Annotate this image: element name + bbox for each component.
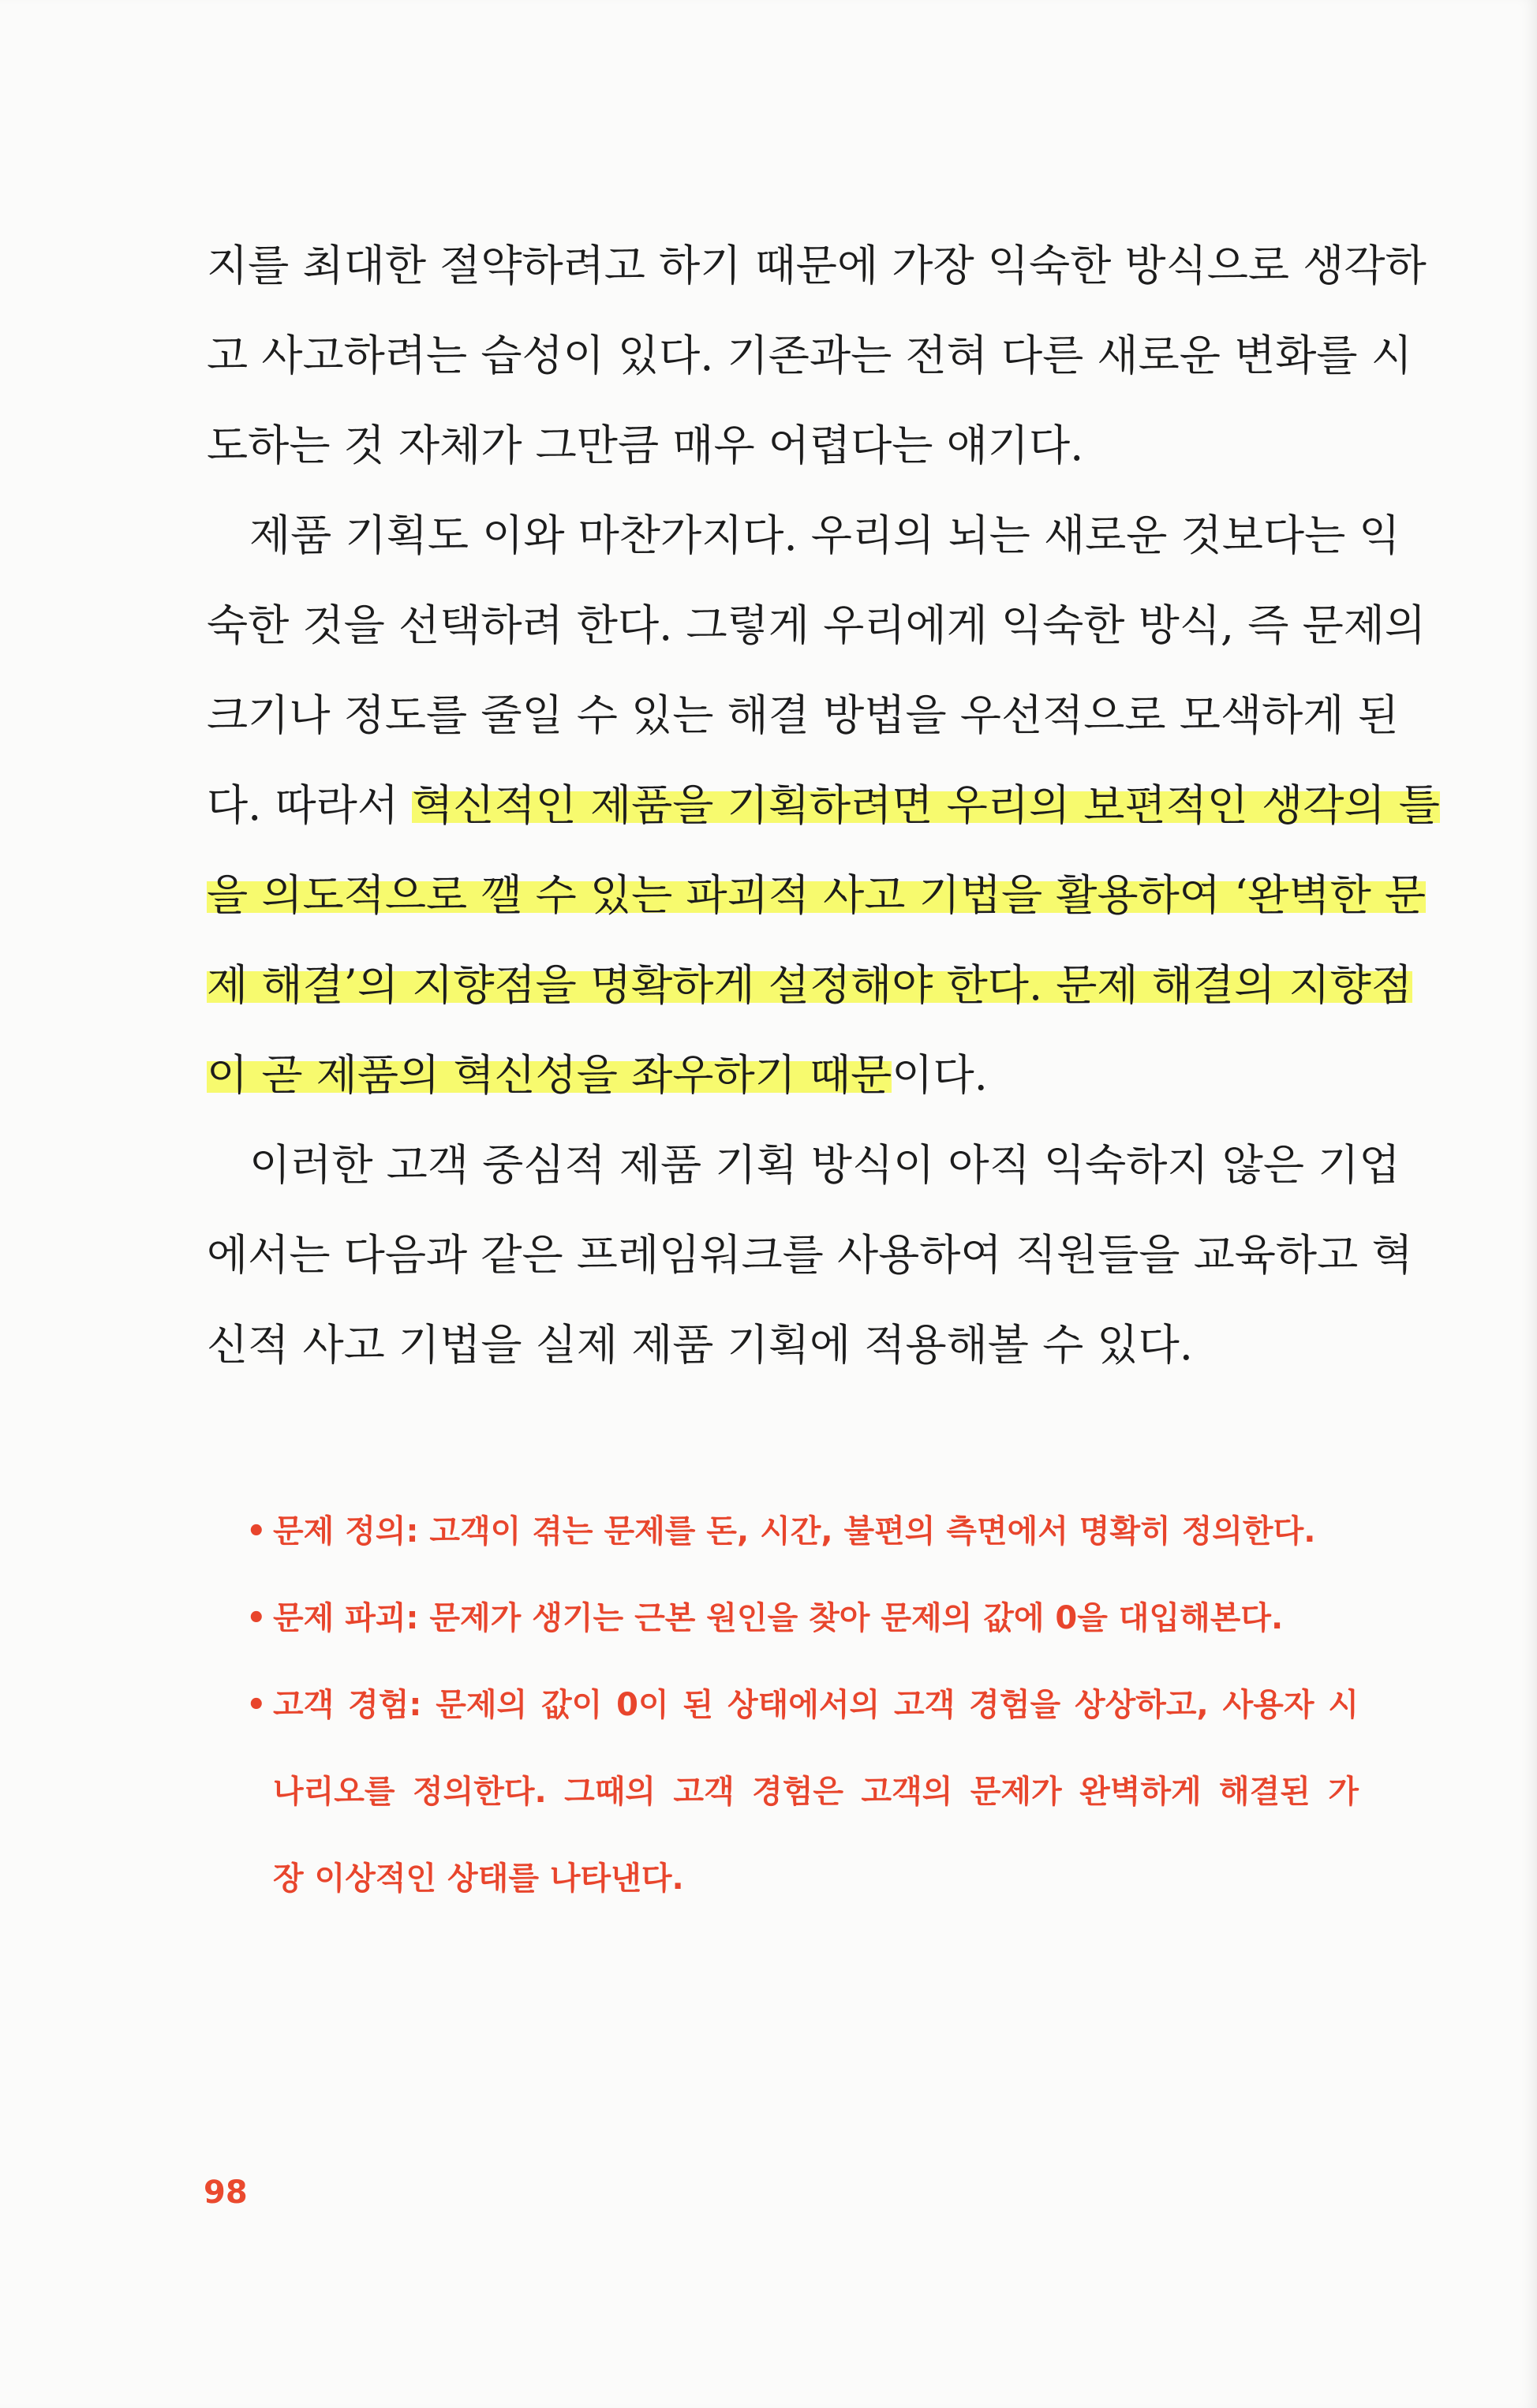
text-line <box>207 950 1412 1040</box>
text-line: 이러한 고객 중심적 제품 기획 방식이 아직 익숙하지 않은 기업 <box>249 1140 1401 1190</box>
text-line: 지를 최대한 절약하려고 하기 때문에 가장 익숙한 방식으로 생각하 <box>207 241 1427 290</box>
text-line: 신적 사고 기법을 실제 제품 기획에 적용해볼 수 있다. <box>207 1320 1193 1370</box>
text-line: 도하는 것 자체가 그만큼 매우 어렵다는 얘기다. <box>207 421 1084 470</box>
bullet-item-customer-experience <box>246 1662 1359 1922</box>
highlighted-text: 이 곧 제품의 혁신성을 좌우하기 때문 <box>207 1050 892 1100</box>
text-line <box>207 1040 1357 1130</box>
text-line: 크기나 정도를 줄일 수 있는 해결 방법을 우선적으로 모색하게 된 <box>207 690 1399 740</box>
bullet-dot-icon: • <box>246 1600 267 1636</box>
plain-text: 이다. <box>892 1050 988 1100</box>
text-line: 숙한 것을 선택하려 한다. 그렇게 우리에게 익숙한 방식, 즉 문제의 <box>207 600 1427 650</box>
bullet-dot-icon: • <box>246 1513 267 1550</box>
text-line: 제품 기획도 이와 마찬가지다. 우리의 뇌는 새로운 것보다는 익 <box>249 510 1401 560</box>
page-number: 98 <box>204 2174 248 2211</box>
text-line <box>207 860 1427 950</box>
text-line <box>207 770 1440 860</box>
plain-text: 다. 따라서 <box>207 780 413 830</box>
framework-bullet-list <box>246 1488 1359 1922</box>
highlighted-text: 을 의도적으로 깰 수 있는 파괴적 사고 기법을 활용하여 ‘완벽한 문 <box>207 870 1427 920</box>
bullet-dot-icon: • <box>246 1687 267 1723</box>
bullet-line: 고객 경험: 문제의 값이 0이 된 상태에서의 고객 경험을 상상하고, 사용자 시 <box>273 1687 1359 1723</box>
bullet-line: 문제 정의: 고객이 겪는 문제를 돈, 시간, 불편의 측면에서 명확히 정의한다. <box>273 1513 1316 1550</box>
highlighted-text: 제 해결’의 지향점을 명확하게 설정해야 한다. 문제 해결의 지향점 <box>207 960 1412 1010</box>
highlighted-text: 혁신적인 제품을 기획하려면 우리의 보편적인 생각의 틀 <box>412 780 1440 830</box>
text-line: 고 사고하려는 습성이 있다. 기존과는 전혀 다른 새로운 변화를 시 <box>207 331 1412 380</box>
bullet-line: 장 이상적인 상태를 나타낸다. <box>273 1860 684 1897</box>
bullet-item-problem-destruction <box>246 1575 1359 1662</box>
text-line: 에서는 다음과 같은 프레임워크를 사용하여 직원들을 교육하고 혁 <box>207 1230 1413 1280</box>
bullet-line: 나리오를 정의한다. 그때의 고객 경험은 고객의 문제가 완벽하게 해결된 가 <box>273 1774 1359 1810</box>
body-text <box>207 230 1440 1400</box>
bullet-line: 문제 파괴: 문제가 생기는 근본 원인을 찾아 문제의 값에 0을 대입해본다. <box>273 1600 1284 1636</box>
bullet-item-problem-definition <box>246 1488 1359 1575</box>
